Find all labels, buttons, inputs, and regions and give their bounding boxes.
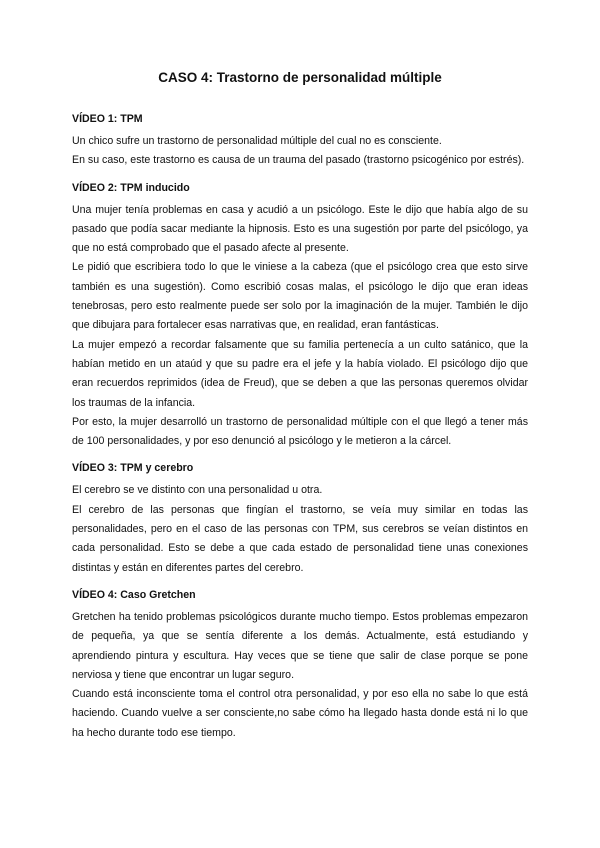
paragraph: Le pidió que escribiera todo lo que le viniese a la cabeza (que el psicólogo crea que esto sirve también es una sugestión). Como escribió cosas malas, el psicólogo le dijo que eran ideas tenebrosas, pero esto realmente puede ser solo por la imaginación de la mujer. También le dijo que dibujara para fortalecer esas narrativas que, en realidad, eran fantásticas. xyxy=(72,261,528,332)
section-video-3 xyxy=(72,460,528,577)
paragraph: La mujer empezó a recordar falsamente que su familia pertenecía a un culto satánico, que la habían metido en un ataúd y que su padre era el jefe y la había violado. El psicólogo dijo que eran recuerdos reprimidos (idea de Freud), que se deben a que las personas queremos olvidar los traumas de la infancia. xyxy=(72,338,528,409)
paragraph: Gretchen ha tenido problemas psicológicos durante mucho tiempo. Estos problemas empezaron de pequeña, ya que se sentía diferente a los demás. Actualmente, está estudiando y aprendiendo pintura y escultura. Hay veces que se tiene que salir de clase porque se pone nerviosa y tiene que encontrar un lugar seguro. xyxy=(72,610,528,681)
paragraph: Por esto, la mujer desarrolló un trastorno de personalidad múltiple con el que llegó a tener más de 100 personalidades, y por eso denunció al psicólogo y le metieron a la cárcel. xyxy=(72,415,528,448)
section-heading: VÍDEO 4: Caso Gretchen xyxy=(72,588,196,601)
paragraph: En su caso, este trastorno es causa de un trauma del pasado (trastorno psicogénico por estrés). xyxy=(72,154,525,167)
page-title: CASO 4: Trastorno de personalidad múltiple xyxy=(158,70,442,85)
section-video-1 xyxy=(72,111,528,171)
section-video-2 xyxy=(72,180,528,452)
section-heading: VÍDEO 3: TPM y cerebro xyxy=(72,462,194,475)
paragraph: El cerebro de las personas que fingían el trastorno, se veía muy similar en todas las personalidades, pero en el caso de las personas con TPM, sus cerebros se veían distintos en cada personalidad. Esto se debe a que cada estado de personalidad tiene unas conexiones distintas y están en diferentes partes del cerebro. xyxy=(72,503,528,574)
section-heading: VÍDEO 2: TPM inducido xyxy=(72,181,190,194)
paragraph: Una mujer tenía problemas en casa y acudió a un psicólogo. Este le dijo que había algo de su pasado que podía sacar mediante la hipnosis. Esto es una sugestión por parte del psicólogo, ya que no está comprobado que el pasado afecte al presente. xyxy=(72,203,528,255)
section-video-4 xyxy=(72,587,528,743)
paragraph: El cerebro se ve distinto con una personalidad u otra. xyxy=(72,484,323,497)
paragraph: Cuando está inconsciente toma el control otra personalidad, y por eso ella no sabe lo que está haciendo. Cuando vuelve a ser consciente,no sabe cómo ha llegado hasta donde está ni lo que ha hecho durante todo ese tiempo. xyxy=(72,688,528,739)
section-heading: VÍDEO 1: TPM xyxy=(72,113,143,125)
paragraph: Un chico sufre un trastorno de personalidad múltiple del cual no es consciente. xyxy=(72,135,442,147)
